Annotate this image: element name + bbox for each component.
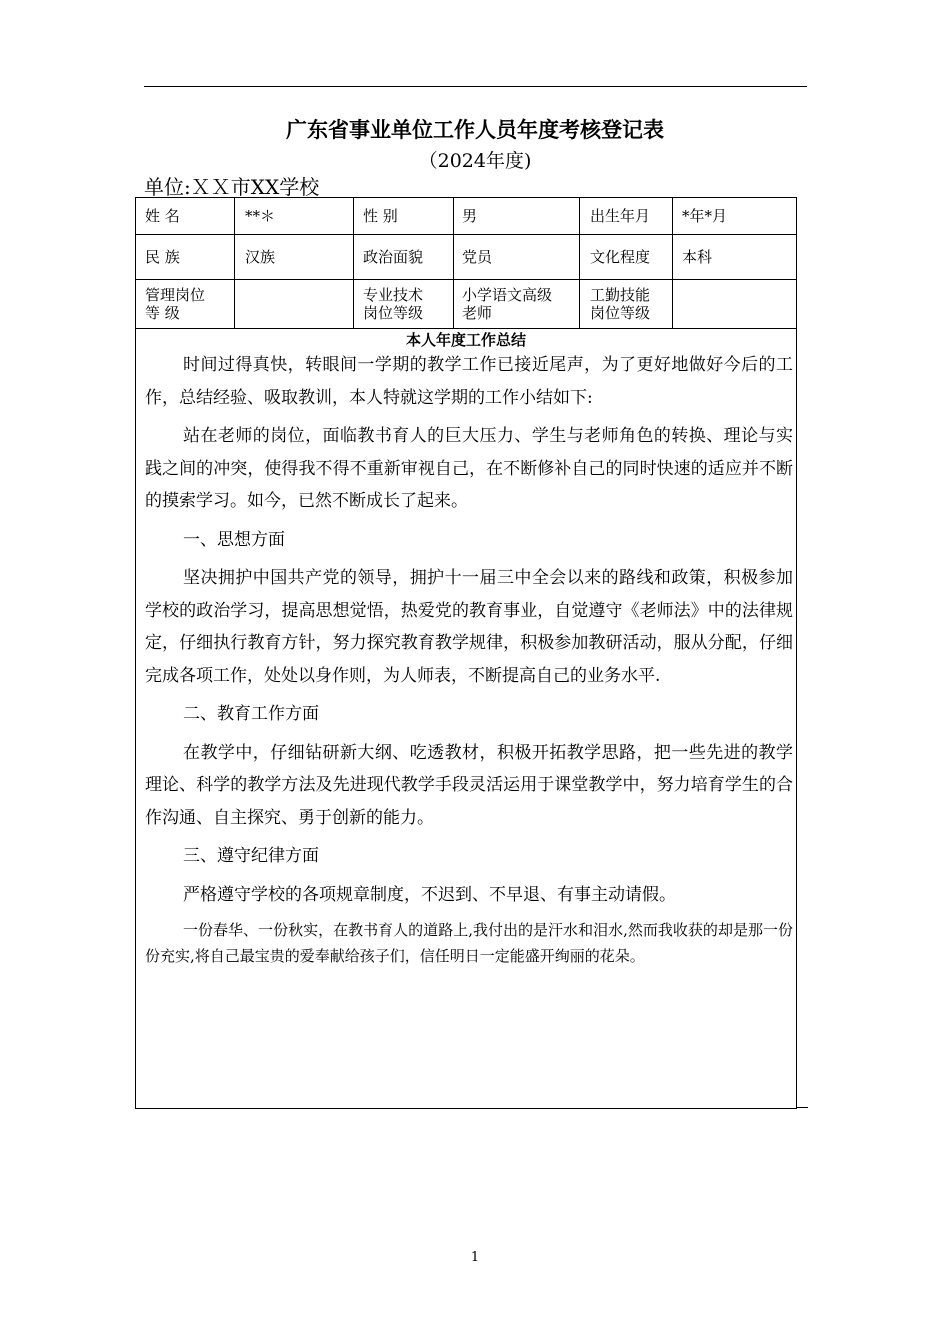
document-title: 广东省事业单位工作人员年度考核登记表: [286, 118, 664, 142]
ethnicity-value: 汉族: [245, 248, 276, 266]
tech-level-value: 小学语文高级 老师: [462, 286, 553, 322]
document-year: （2024年度): [418, 150, 532, 172]
header-rule: [144, 86, 807, 87]
grid-line: [136, 279, 796, 280]
unit-label: 单位:ＸＸ市XX学校: [144, 175, 320, 199]
grid-line: [579, 198, 580, 328]
summary-paragraph: 严格遵守学校的各项规章制度，不迟到、不早退、有事主动请假。: [183, 884, 676, 905]
gender-label: 性 别: [363, 207, 398, 225]
summary-paragraph: 站在老师的岗位，面临教书育人的巨大压力、学生与老师角色的转换、理论与实践之间的冲突，使得我不得不重新审视自己，在不断修补自己的同时快速的适应并不断的摸索学习。如今，已然不断成长了起来。: [145, 426, 793, 511]
summary-paragraph: 时间过得真快，转眼间一学期的教学工作已接近尾声，为了更好地做好今后的工作，总结经验、吸取教训，本人特就这学期的工作小结如下:: [145, 355, 793, 408]
registration-form: [135, 197, 797, 1109]
name-value: **＊: [245, 207, 276, 225]
summary-heading: 本人年度工作总结: [405, 331, 526, 349]
politics-label: 政治面貌: [363, 248, 424, 266]
ethnicity-label: 民 族: [145, 248, 180, 266]
page-number: 1: [470, 1250, 480, 1265]
birth-label: 出生年月: [590, 207, 651, 225]
closing-paragraph: 一份春华、一份秋实，在教书育人的道路上,我付出的是汗水和泪水,然而我收获的却是那一份份充实,将自己最宝贵的爱奉献给孩子们，信任明日一定能盛开绚丽的花朵。: [145, 921, 793, 965]
education-value: 本科: [682, 248, 713, 266]
gender-value: 男: [462, 207, 478, 225]
craft-level-label: 工勤技能 岗位等级: [590, 286, 651, 322]
summary-body: [145, 349, 793, 969]
summary-paragraph: 在教学中，仔细钻研新大纲、吃透教材，积极开拓教学思路，把一些先进的教学理论、科学的教学方法及先进现代教学手段灵活运用于课堂教学中，努力培育学生的合作沟通、自主探究、勇于创新的能力。: [145, 742, 793, 828]
section-heading: 一、思想方面: [183, 529, 285, 550]
birth-value: *年*月: [682, 207, 728, 225]
grid-line: [353, 198, 354, 328]
mgmt-level-label: 管理岗位 等 级: [145, 286, 206, 322]
grid-line: [136, 234, 796, 235]
border-tick: [797, 1107, 808, 1108]
section-heading: 三、遵守纪律方面: [183, 846, 319, 866]
grid-line: [672, 198, 673, 328]
section-heading: 二、教育工作方面: [183, 704, 319, 724]
tech-level-label: 专业技术 岗位等级: [363, 286, 424, 322]
summary-paragraph: 坚决拥护中国共产党的领导，拥护十一届三中全会以来的路线和政策，积极参加学校的政治学习，提高思想觉悟，热爱党的教育事业，自觉遵守《老师法》中的法律规定，仔细执行教育方针，努力探究教育教学规律，积极参加教研活动，服从分配，仔细完成各项工作，处处以身作则，为人师表，不断提高自己的业务水平.: [145, 568, 793, 686]
grid-line: [453, 198, 454, 328]
grid-line: [234, 198, 235, 328]
education-label: 文化程度: [590, 248, 651, 266]
name-label: 姓 名: [145, 207, 180, 225]
politics-value: 党员: [462, 248, 493, 266]
